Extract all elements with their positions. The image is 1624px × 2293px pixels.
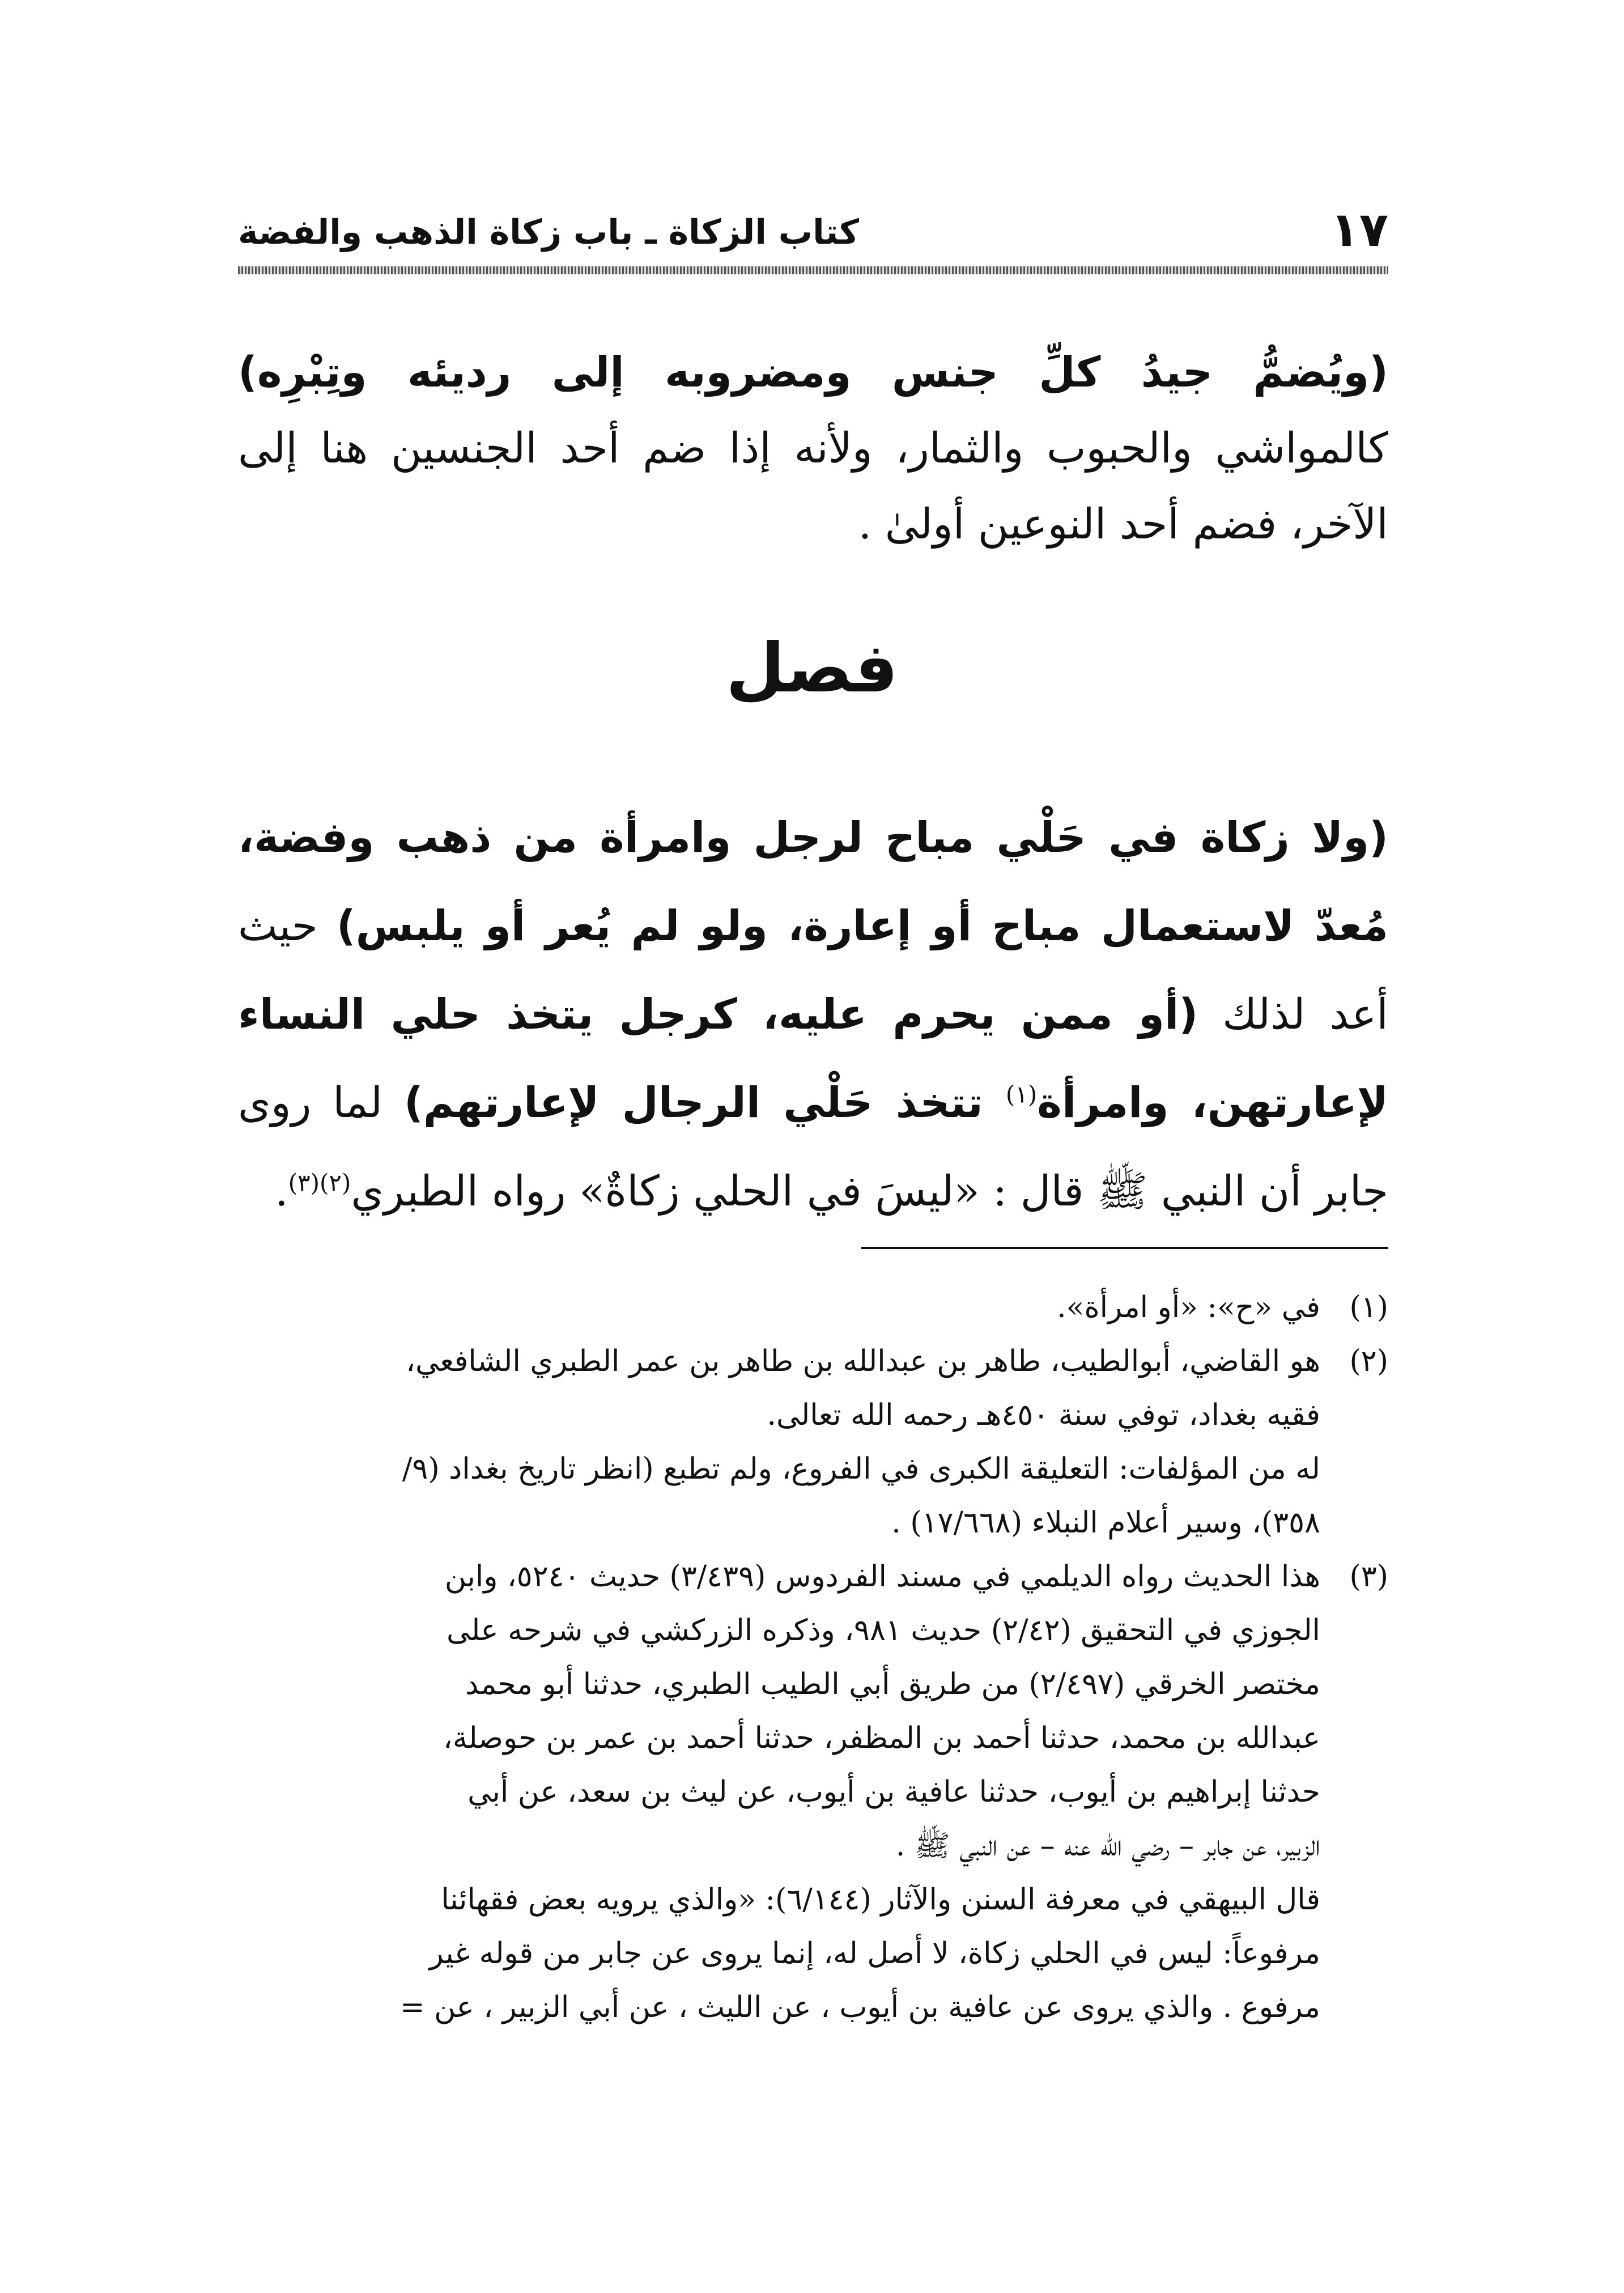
paragraph-2-end: . <box>275 1167 288 1216</box>
footnote-line: عبدالله بن محمد، حدثنا أحمد بن المظفر، حدثنا أحمد بن عمر بن حوصلة، <box>443 1721 1320 1755</box>
footnote-number: (٣) <box>1349 1560 1388 1594</box>
footnote-line: مختصر الخرقي (٢/٤٩٧) من طريق أبي الطيب الطبري، حدثنا أبو محمد <box>465 1667 1320 1701</box>
footnote-line: الجوزي في التحقيق (٢/٤٢) حديث ٩٨١، وذكره الزركشي في شرحه على <box>446 1613 1320 1647</box>
footnote-line: في «ح»: «أو امرأة». <box>1057 1290 1320 1324</box>
section-heading: فصل <box>726 629 898 708</box>
footnote-line: قال البيهقي في معرفة السنن والآثار (٦/١٤٤): «والذي يرويه بعض فقهائنا <box>441 1883 1320 1917</box>
footnote-number: (١) <box>1349 1290 1388 1324</box>
footnote-ref-2-3[interactable]: (٢)(٣) <box>288 1169 351 1197</box>
footnote-line: هو القاضي، أبوالطيب، طاهر بن عبدالله بن طاهر بن عمر الطبري الشافعي، <box>406 1344 1320 1378</box>
paragraph-1-commentary: كالمواشي والحبوب والثمار، ولأنه إذا ضم أحد الجنسين هنا إلى الآخر، فضم أحد النوعين أولىٰ . <box>238 424 1388 549</box>
footnotes <box>238 1281 1388 2035</box>
footnote-separator <box>861 1247 1388 1249</box>
footnote-3 <box>238 1550 1388 2035</box>
footnote-line: فقيه بغداد، توفي سنة ٤٥٠هـ رحمه الله تعالى. <box>767 1398 1320 1432</box>
chapter-title: كتاب الزكاة ـ باب زكاة الذهب والفضة <box>238 213 859 252</box>
paragraph-2-commentary-2: لما روى جابر أن النبي ﷺ قال : «ليسَ في الحلي زكاةٌ» رواه الطبري <box>238 1078 1388 1216</box>
paragraph-2-matn-1: (ولا زكاة في حَلْي مباح لرجل وامرأة من ذهب وفضة، مُعدّ لاستعمال مباح أو إعارة، ولو لم يُعر أو يلبس) <box>238 813 1388 950</box>
paragraph-1 <box>238 334 1388 562</box>
footnote-number: (٢) <box>1349 1344 1388 1378</box>
footnote-2 <box>238 1335 1388 1550</box>
footnote-line: ٣٥٨)، وسير أعلام النبلاء (١٧/٦٦٨) . <box>891 1506 1320 1540</box>
running-header <box>238 198 1388 266</box>
paragraph-2-matn-2: (أو ممن يحرم عليه، كرجل يتخذ حلي النساء لإعارتهن، وامرأة <box>238 990 1389 1127</box>
footnote-ref-1[interactable]: (١) <box>1005 1080 1038 1109</box>
paragraph-1-matn: (ويُضمُّ جيدُ كلِّ جنس ومضروبه إلى رديئه وتِبْرِه) <box>238 348 1388 397</box>
footnote-line: له من المؤلفات: التعليقة الكبرى في الفروع، ولم تطبع (انظر تاريخ بغداد (٩/ <box>402 1452 1320 1486</box>
page-number: ١٧ <box>1330 202 1388 257</box>
footnote-line: مرفوعاً: ليس في الحلي زكاة، لا أصل له، إنما يروى عن جابر من قوله غير <box>429 1937 1320 1971</box>
header-divider <box>238 266 1388 274</box>
footnote-line: الزبير، عن جابر – رضي الله عنه – عن النبي ﷺ . <box>895 1829 1320 1863</box>
footnote-line: مرفوع . والذي يروى عن عافية بن أيوب ، عن الليث ، عن أبي الزبير ، عن = <box>399 1990 1320 2024</box>
footnote-line: حدثنا إبراهيم بن أيوب، حدثنا عافية بن أيوب، عن ليث بن سعد، عن أبي <box>467 1775 1320 1809</box>
paragraph-2 <box>238 793 1388 1235</box>
paragraph-2-commentary-1: حيث أعد لذلك <box>238 902 1388 1039</box>
footnote-line: هذا الحديث رواه الديلمي في مسند الفردوس (٣/٤٣٩) حديث ٥٢٤٠، وابن <box>444 1560 1320 1594</box>
footnote-1 <box>238 1281 1388 1335</box>
paragraph-2-matn-3: تتخذ حَلْي الرجال لإعارتهم) <box>404 1078 1006 1127</box>
